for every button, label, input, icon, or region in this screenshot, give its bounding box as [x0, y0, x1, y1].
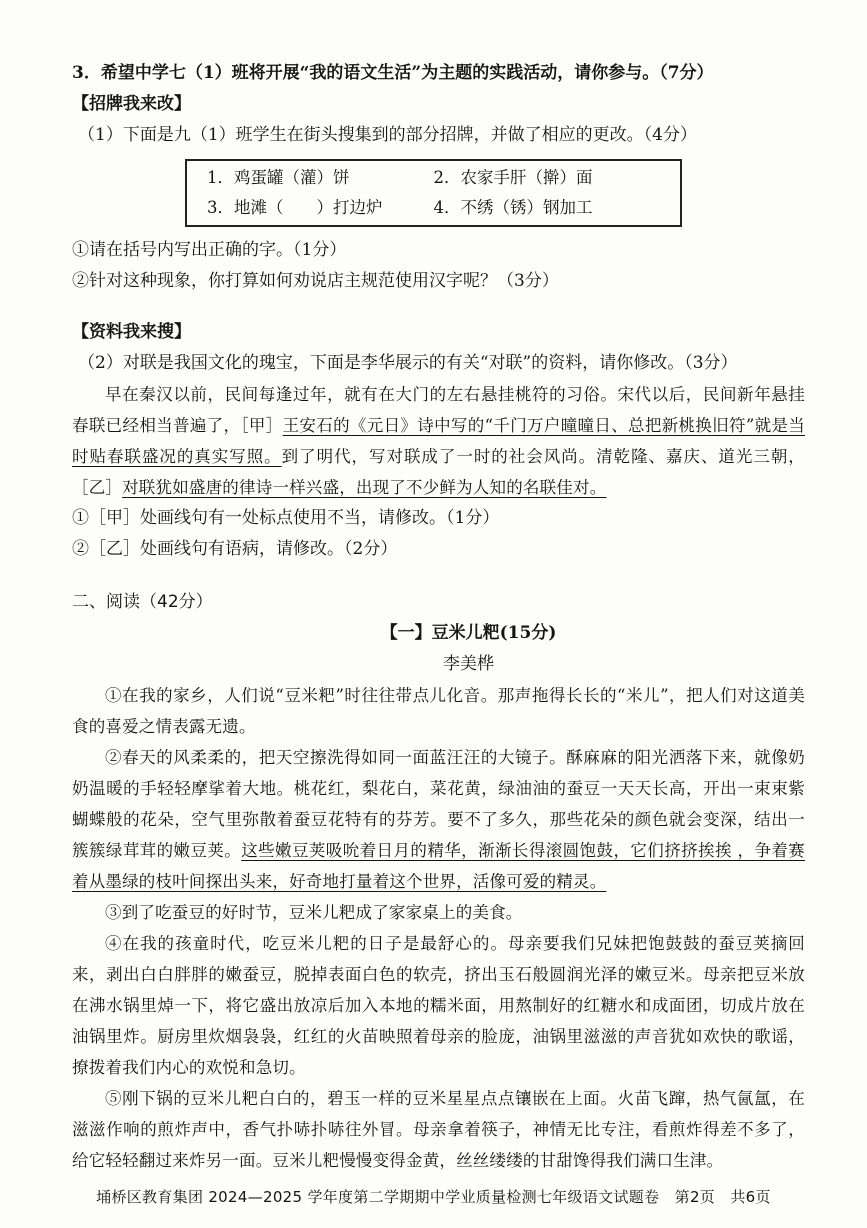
signboard-box [185, 159, 682, 227]
sign-item-3: 3．地滩（ ）打边炉 [207, 198, 383, 217]
q3-heading: 3．希望中学七（1）班将开展“我的语文生活”为主题的实践活动，请你参与。（7分） [72, 63, 714, 83]
sign-item-1: 1．鸡蛋罐（灌）饼 [207, 168, 350, 187]
paragraph-2 [72, 742, 805, 897]
paragraph-3: ③到了吃蚕豆的好时节，豆米儿粑成了家家桌上的美食。 [105, 903, 523, 922]
part1-title: 【招牌我来改】 [72, 94, 191, 114]
part1-question-b: ②针对这种现象，你打算如何劝说店主规范使用汉字呢？（3分） [72, 271, 559, 291]
sign-item-4: 4．不绣（锈）钢加工 [433, 198, 593, 217]
part2-question-b: ②［乙］处画线句有语病，请修改。（2分） [72, 539, 398, 559]
part2-prompt: （2）对联是我国文化的瑰宝，下面是李华展示的有关“对联”的资料，请你修改。（3分） [78, 353, 738, 373]
couplet-text-2: 到了明代，写对联成了一时的社会风尚。清乾隆、嘉庆、道光三朝，［乙］ [72, 447, 806, 497]
paragraph-4: ④在我的孩童时代，吃豆米儿粑的日子是最舒心的。母亲要我们兄妹把饱鼓鼓的蚕豆荚摘回来，剥出白白胖胖的嫩蚕豆，脱掉表面白色的软壳，挤出玉石般圆润光泽的嫩豆米。母亲把豆米放在沸水锅里焯一下，将它盛出放凉后加入本地的糯米面，用熬制好的红糖水和成面团，切成片放在油锅里炸。厨房里炊烟袅袅，红红的火苗映照着母亲的脸庞，油锅里滋滋的声音犹如欢快的歌谣，撩拨着我们内心的欢悦和急切。 [72, 934, 805, 1077]
article-author: 李美桦 [443, 654, 494, 674]
part2-question-a: ①［甲］处画线句有一处标点使用不当，请修改。（1分） [72, 508, 500, 528]
part1-question-a: ①请在括号内写出正确的字。（1分） [72, 240, 347, 260]
paragraph-1: ①在我的家乡，人们说“豆米粑”时往往带点儿化音。那声拖得长长的“米儿”，把人们对这道美食的喜爱之情表露无遗。 [72, 686, 805, 736]
paragraph-2-underlined: 这些嫩豆荚吸吮着日月的精华，渐渐长得滚圆饱鼓，它们挤挤挨挨 ，争着赛着从墨绿的枝叶间探出头来，好奇地打量着这个世界，活像可爱的精灵。 [72, 841, 806, 891]
article-body [72, 680, 805, 1176]
paragraph-5: ⑤刚下锅的豆米儿粑白白的，碧玉一样的豆米星星点点镶嵌在上面。火苗飞蹿，热气氤氲，在滋滋作响的煎炸声中，香气扑哧扑哧往外冒。母亲拿着筷子，神情无比专注，看煎炸得差不多了，给它轻轻翻过来炸另一面。豆米儿粑慢慢变得金黄，丝丝缕缕的甘甜馋得我们满口生津。 [72, 1089, 805, 1170]
page-footer: 埇桥区教育集团 2024—2025 学年度第二学期期中学业质量检测七年级语文试题卷 第2页 共6页 [96, 1188, 771, 1206]
part2-title: 【资料我来搜】 [72, 322, 191, 342]
couplet-text-1: 早在秦汉以前，民间每逢过年，就有在大门的左右悬挂桃符的习俗。宋代以后，民间新年悬挂春联已经相当普遍了，［甲］ [72, 385, 805, 435]
part1-prompt: （1）下面是九（1）班学生在街头搜集到的部分招牌，并做了相应的更改。（4分） [78, 125, 697, 145]
reading-section-heading: 二、阅读（42分） [72, 592, 213, 612]
sign-item-2: 2．农家手肝（擀）面 [433, 168, 593, 187]
underlined-sentence-jia: 王安石的《元日》诗中写的“千门万户曈曈日、总把新桃换旧符”就是当时贴春联盛况的真实写照。 [72, 416, 805, 466]
article-title: 【一】豆米儿粑(15分) [380, 623, 557, 643]
underlined-sentence-yi: 对联犹如盛唐的律诗一样兴盛，出现了不少鲜为人知的名联佳对。 [122, 478, 607, 497]
paragraph-2-text: ②春天的风柔柔的，把天空擦洗得如同一面蓝汪汪的大镜子。酥麻麻的阳光洒落下来，就像奶奶温暖的手轻轻摩挲着大地。桃花红，梨花白，菜花黄，绿油油的蚕豆一天天长高，开出一束束紫蝴蝶般的花朵，空气里弥散着蚕豆花特有的芬芳。要不了多久，那些花朵的颜色就会变深，结出一簇簇绿茸茸的嫩豆荚。 [72, 748, 805, 860]
couplet-passage [72, 379, 805, 503]
